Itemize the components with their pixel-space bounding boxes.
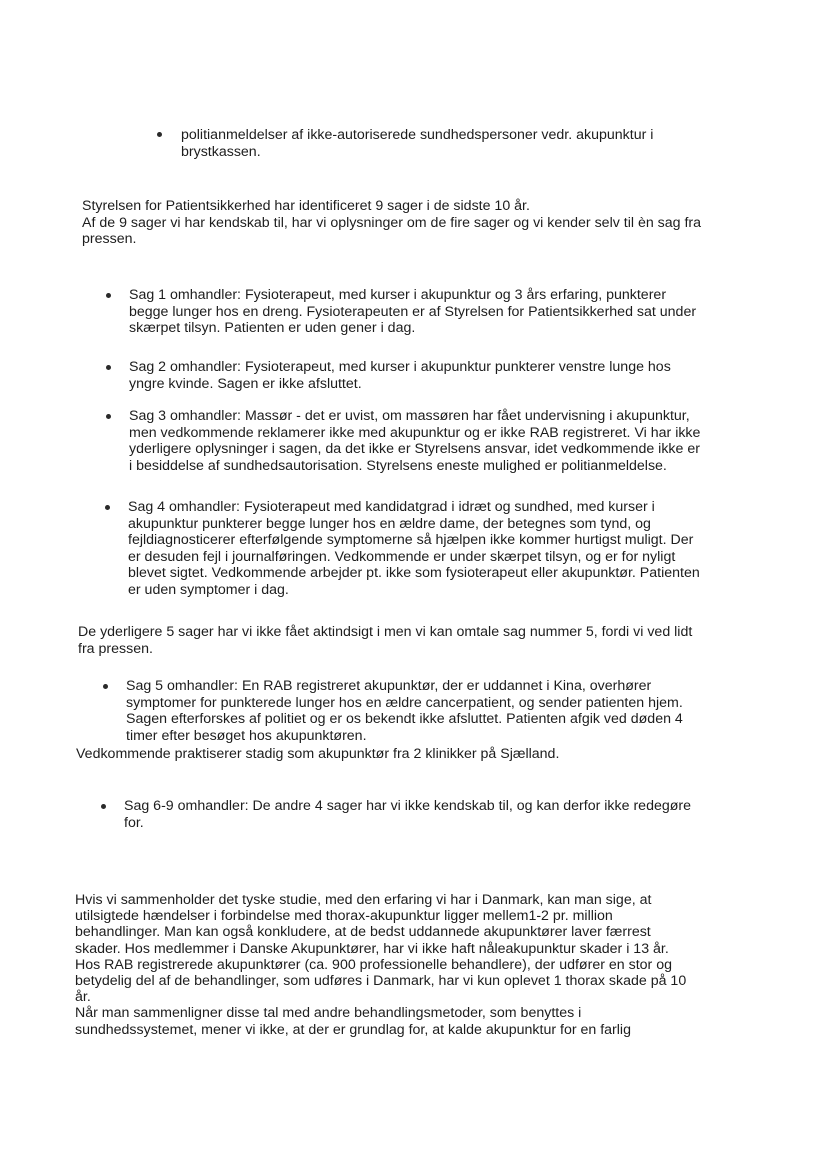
text-line: yderligere oplysninger i sagen, da det ikke er Styrelsens ansvar, idet vedkommende ikke er bbox=[129, 441, 700, 458]
intro-bullet-item bbox=[181, 127, 653, 160]
bullet-icon bbox=[157, 132, 162, 137]
text-line: De yderligere 5 sager har vi ikke fået aktindsigt i men vi kan omtale sag nummer 5, fordi vi ved lidt bbox=[78, 624, 693, 640]
bullet-icon bbox=[105, 505, 110, 510]
bullet-icon bbox=[106, 293, 111, 298]
text-line: sundhedssystemet, mener vi ikke, at der er grundlag for, at kalde akupunktur for en farlig bbox=[75, 1021, 631, 1038]
case-6-9-item bbox=[124, 798, 691, 831]
text-line: blevet sigtet. Vedkommende arbejder pt. ikke som fysioterapeut eller akupunktør. Patienten bbox=[128, 565, 700, 582]
case-5-tail-line bbox=[76, 746, 559, 763]
text-line: Vedkommende praktiserer stadig som akupunktør fra 2 klinikker på Sjælland. bbox=[76, 746, 560, 762]
text-line: Hos RAB registrerede akupunktører (ca. 900 professionelle behandlere), der udfører en stor og bbox=[75, 956, 672, 973]
text-line: Styrelsen for Patientsikkerhed har identificeret 9 sager i de sidste 10 år. bbox=[82, 198, 530, 214]
text-line: brystkassen. bbox=[181, 143, 261, 160]
paragraph-more-cases bbox=[78, 624, 692, 657]
case-4-item bbox=[128, 499, 700, 599]
text-line: Sag 1 omhandler: Fysioterapeut, med kurser i akupunktur og 3 års erfaring, punkterer bbox=[129, 287, 667, 303]
text-line: Sag 4 omhandler: Fysioterapeut med kandidatgrad i idræt og sundhed, med kurser i bbox=[128, 499, 655, 515]
text-line: Når man sammenligner disse tal med andre behandlingsmetoder, som benyttes i bbox=[75, 1005, 582, 1022]
text-line: behandlinger. Man kan også konkludere, at de bedst uddannede akupunktører laver færrest bbox=[75, 924, 651, 941]
case-2-item bbox=[129, 359, 671, 392]
text-line: akupunktur punkterer begge lunger hos en ældre dame, der betegnes som tynd, og bbox=[128, 515, 651, 532]
bullet-icon bbox=[103, 684, 108, 689]
case-5-item bbox=[126, 678, 683, 744]
text-line: yngre kvinde. Sagen er ikke afsluttet. bbox=[129, 375, 362, 392]
text-line: timer efter besøget hos akupunktøren. bbox=[126, 727, 367, 744]
text-line: fra pressen. bbox=[78, 640, 153, 657]
text-line: er desuden fejl i journalføringen. Vedkommende er under skærpet tilsyn, og er for nyligt bbox=[128, 548, 676, 565]
paragraph-comparison bbox=[75, 892, 686, 1038]
text-line: Sag 3 omhandler: Massør - det er uvist, om massøren har fået undervisning i akupunktur, bbox=[129, 408, 690, 424]
bullet-icon bbox=[101, 804, 106, 809]
text-line: Af de 9 sager vi har kendskab til, har vi oplysninger om de fire sager og vi kender selv til èn sag fra bbox=[82, 214, 702, 231]
text-line: skærpet tilsyn. Patienten er uden gener i dag. bbox=[129, 320, 416, 337]
text-line: politianmeldelser af ikke-autoriserede sundhedspersoner vedr. akupunktur i bbox=[181, 127, 654, 143]
paragraph-cases-found bbox=[82, 198, 701, 248]
case-3-item bbox=[129, 408, 700, 474]
text-line: pressen. bbox=[82, 231, 137, 248]
text-line: utilsigtede hændelser i forbindelse med thorax-akupunktur ligger mellem1-2 pr. million bbox=[75, 908, 613, 925]
text-line: Sag 2 omhandler: Fysioterapeut, med kurser i akupunktur punkterer venstre lunge hos bbox=[129, 359, 671, 375]
text-line: fejldiagnosticerer efterfølgende symptomerne så hjælpen ikke kommer hurtigst muligt. Der bbox=[128, 532, 694, 549]
text-line: skader. Hos medlemmer i Danske Akupunktører, har vi ikke haft nåleakupunktur skader i 13 år. bbox=[75, 940, 669, 957]
bullet-icon bbox=[106, 365, 111, 370]
text-line: Sagen efterforskes af politiet og er os bekendt ikke afsluttet. Patienten afgik ved døden 4 bbox=[126, 711, 683, 728]
text-line: er uden symptomer i dag. bbox=[128, 581, 289, 598]
text-line: symptomer for punkterede lunger hos en ældre cancerpatient, og sender patienten hjem. bbox=[126, 694, 683, 711]
text-line: Sag 6-9 omhandler: De andre 4 sager har vi ikke kendskab til, og kan derfor ikke redegøre bbox=[124, 798, 692, 814]
text-line: for. bbox=[124, 814, 144, 831]
bullet-icon bbox=[106, 414, 111, 419]
text-line: i besiddelse af sundhedsautorisation. Styrelsens eneste mulighed er politianmeldelse. bbox=[129, 457, 667, 474]
text-line: betydelig del af de behandlinger, som udføres i Danmark, har vi kun oplevet 1 thorax skade på 10 bbox=[75, 973, 687, 990]
text-line: år. bbox=[75, 989, 91, 1006]
text-line: Hvis vi sammenholder det tyske studie, med den erfaring vi har i Danmark, kan man sige, at bbox=[75, 892, 652, 908]
case-1-item bbox=[129, 287, 696, 337]
text-line: men vedkommende reklamerer ikke med akupunktur og er ikke RAB registreret. Vi har ikke bbox=[129, 424, 701, 441]
text-line: Sag 5 omhandler: En RAB registreret akupunktør, der er uddannet i Kina, overhører bbox=[126, 678, 652, 694]
text-line: begge lunger hos en dreng. Fysioterapeuten er af Styrelsen for Patientsikkerhed sat under bbox=[129, 303, 697, 320]
